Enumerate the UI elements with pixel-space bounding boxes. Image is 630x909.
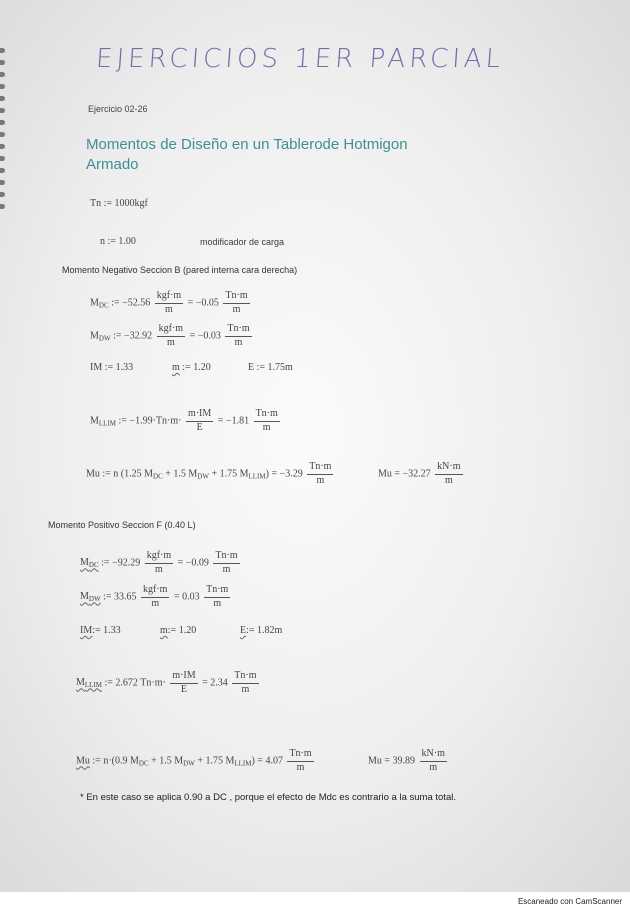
section-b-mllim-equation: $M_{LLIM}$ := −1.99·Tn·m· $\frac{m\cdot IM}{E}$ = −1.81 $\frac{Tn\cdot m}{m}$ [90,408,278,433]
section-b-heading: Momento Negativo Seccion B (pared interna cara derecha) [62,265,298,275]
eta-note: modificador de carga [200,237,285,247]
section-b-e: E := 1.75m [248,362,293,373]
page-title-line1: Momentos de Diseño en un Tablerode Hotmigon [86,136,408,153]
notebook-spiral [0,0,12,892]
section-f-heading: Momento Positivo Seccion F (0.40 L) [48,520,196,530]
section-f-mllim-equation: $M_{LLIM}$ := 2.672 Tn·m· $\frac{m\cdot IM}{E}$ = 2.34 $\frac{Tn\cdot m}{m}$ [76,670,257,695]
section-f-m-factor: m:= 1.20 [160,625,197,636]
footnote: * En este caso se aplica 0.90 a DC , porque el efecto de Mdc es contrario a la suma total. [80,792,456,803]
tn-definition: Tn := 1000kgf [90,198,148,209]
section-b-mdc-equation: $M_{DC}$ := −52.56 $\frac{\text{kgf·m}}{m}$ = −0.05 $\frac{Tn\cdot m}{m}$ [90,290,248,315]
page-title-line2: Armado [86,156,139,173]
section-b-mu-equation: Mu := n (1.25 $M_{DC} + 1.5$ $M_{DW} + 1.75$ $M_{LLIM}) = -3.29$ $\frac{Tn\cdot m}{m}$ [86,461,332,486]
section-b-im: IM := 1.33 [90,362,134,373]
exercise-label: Ejercicio 02-26 [88,104,148,114]
eta-definition: n := 1.00 [100,236,136,247]
section-f-e: E:= 1.82m [240,625,283,636]
handwritten-title: EJERCICIOS 1ER PARCIAL [94,44,506,74]
section-b-m-factor: m := 1.20 [172,362,211,373]
section-b-mu-kn: Mu = −32.27 $\frac{kN\cdot m}{m}$ [378,461,461,486]
section-f-mu-kn: Mu = 39.89 $\frac{kN\cdot m}{m}$ [368,748,445,773]
section-b-mdw-equation: $M_{DW}$ := −32.92 $\frac{\text{kgf·m}}{m}$ = −0.03 $\frac{Tn\cdot m}{m}$ [90,323,250,348]
section-f-im: IM:= 1.33 [80,625,121,636]
section-f-mdw-equation: $M_{DW}$ := 33.65 $\frac{\text{kgf·m}}{m}$ = 0.03 $\frac{Tn\cdot m}{m}$ [80,584,229,609]
section-f-mdc-equation: $M_{DC}$ := −92.29 $\frac{\text{kgf·m}}{m}$ = −0.09 $\frac{Tn\cdot m}{m}$ [80,550,238,575]
camscanner-footer: Escaneado con CamScanner [517,897,622,906]
section-f-mu-equation: Mu := n·(0.9 $M_{DC} + 1.5$ $M_{DW} + 1.75$ $M_{LLIM}) = 4.07$ $\frac{Tn\cdot m}{m}$ [76,748,312,773]
